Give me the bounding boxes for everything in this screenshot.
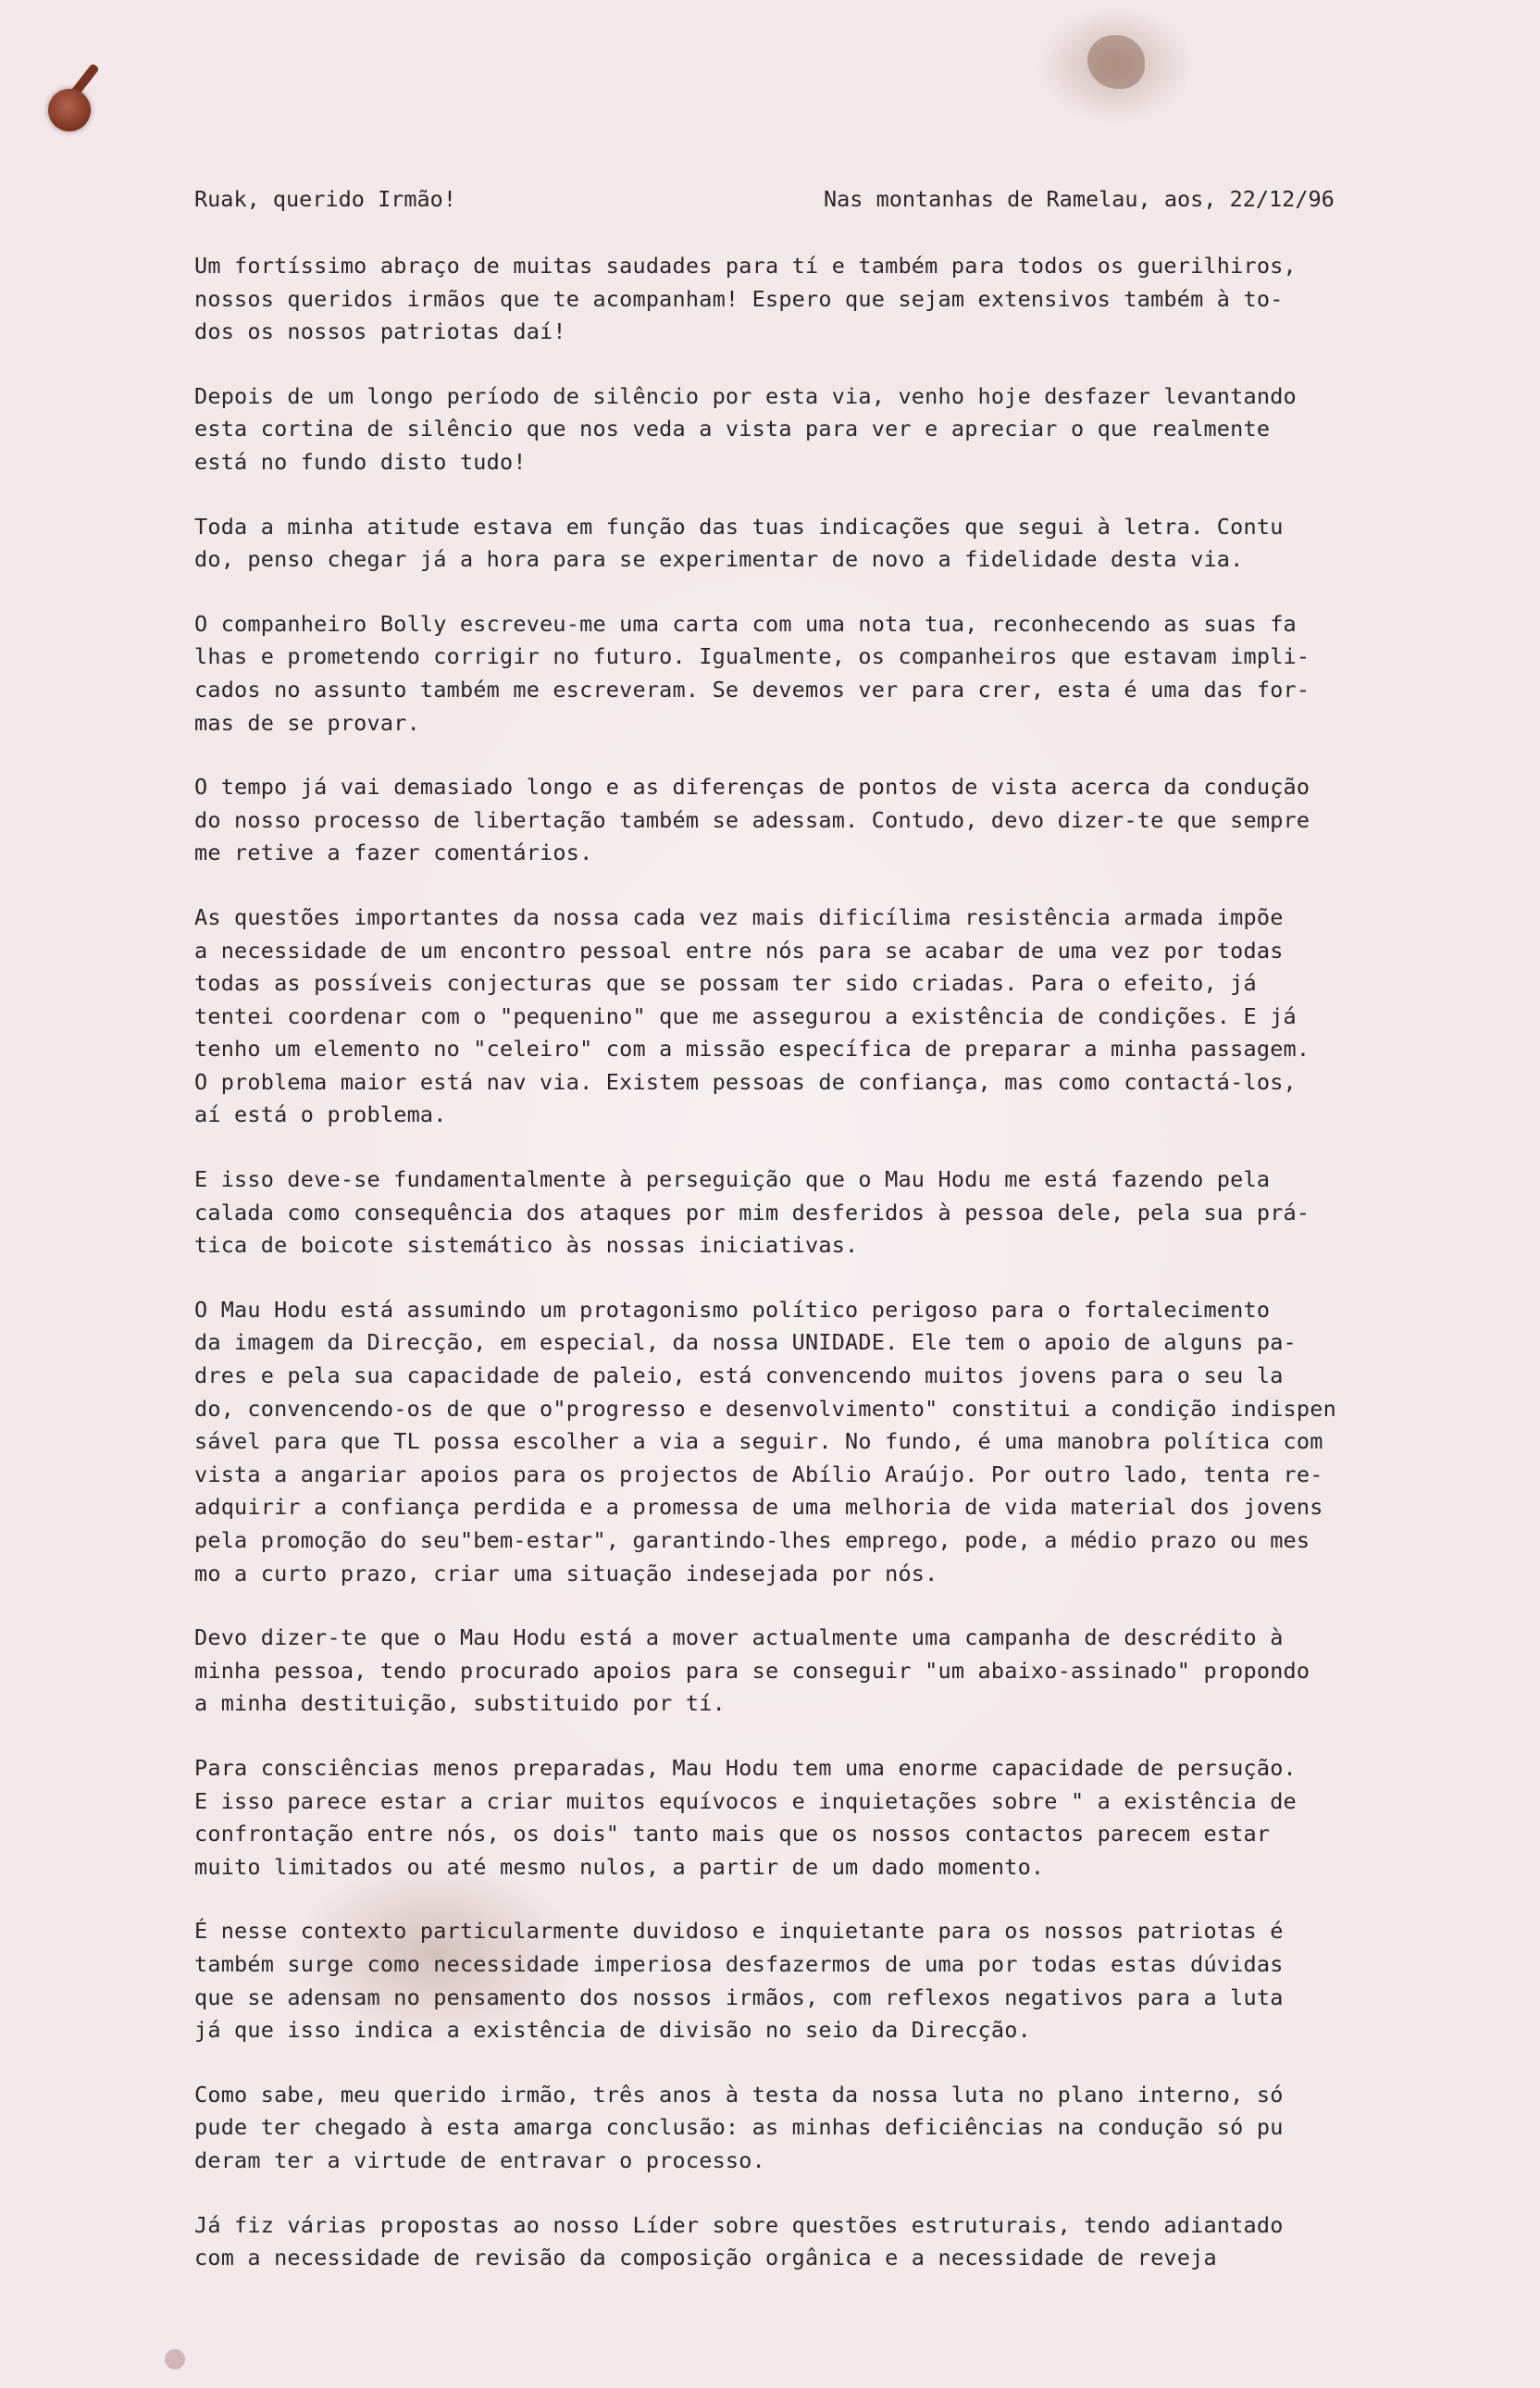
paragraph xyxy=(194,902,1490,1132)
text-line: muito limitados ou até mesmo nulos, a partir de um dado momento. xyxy=(194,1853,1045,1880)
text-line: Devo dizer-te que o Mau Hodu está a mover actualmente uma campanha de descrédito à xyxy=(194,1624,1284,1651)
paragraph xyxy=(194,1752,1490,1884)
text-line: vista a angariar apoios para os projectos de Abílio Araújo. Por outro lado, tenta re- xyxy=(194,1461,1323,1487)
text-line: Para consciências menos preparadas, Mau Hodu tem uma enorme capacidade de persução. xyxy=(194,1754,1297,1781)
salutation: Ruak, querido Irmão! xyxy=(194,186,456,212)
text-line: todas as possíveis conjecturas que se possam ter sido criadas. Para o efeito, já xyxy=(194,970,1257,997)
text-line: Já fiz várias propostas ao nosso Líder sobre questões estruturais, tendo adiantado xyxy=(194,2211,1284,2238)
text-line: dos os nossos patriotas daí! xyxy=(194,318,566,345)
text-line: a necessidade de um encontro pessoal entre nós para se acabar de uma vez por todas xyxy=(194,937,1284,964)
text-line: aí está o problema. xyxy=(194,1101,447,1128)
text-line: com a necessidade de revisão da composição orgânica e a necessidade de reveja xyxy=(194,2245,1217,2271)
text-line: Toda a minha atitude estava em função das tuas indicações que segui à letra. Contu xyxy=(194,513,1284,540)
text-line: cados no assunto também me escreveram. Se devemos ver para crer, esta é uma das for- xyxy=(194,676,1310,703)
paragraph xyxy=(194,1163,1490,1262)
letter-body xyxy=(194,250,1490,2307)
text-line: que se adensam no pensamento dos nossos irmãos, com reflexos negativos para a luta xyxy=(194,1984,1284,2010)
text-line: O companheiro Bolly escreveu-me uma carta com uma nota tua, reconhecendo as suas fa xyxy=(194,610,1297,637)
text-line: do nosso processo de libertação também se adessam. Contudo, devo dizer-te que sempre xyxy=(194,806,1310,833)
place-date: Nas montanhas de Ramelau, aos, 22/12/96 xyxy=(824,186,1335,212)
text-line: mas de se provar. xyxy=(194,709,420,736)
rust-pin-mark xyxy=(48,89,91,131)
text-line: me retive a fazer comentários. xyxy=(194,840,593,866)
text-line: pela promoção do seu"bem-estar", garantindo-lhes emprego, pode, a médio prazo ou mes xyxy=(194,1527,1310,1553)
text-line: O Mau Hodu está assumindo um protagonismo político perigoso para o fortalecimento xyxy=(194,1296,1271,1323)
text-line: a minha destituição, substituido por tí. xyxy=(194,1690,726,1717)
text-line: já que isso indica a existência de divisão no seio da Direcção. xyxy=(194,2017,1031,2044)
paragraph xyxy=(194,1915,1490,2046)
text-line: deram ter a virtude de entravar o processo. xyxy=(194,2146,765,2173)
paragraph xyxy=(194,2079,1490,2178)
text-line: adquirir a confiança perdida e a promessa de uma melhoria de vida material dos jovens xyxy=(194,1494,1323,1521)
text-line: pude ter chegado à esta amarga conclusão: as minhas deficiências na condução só pu xyxy=(194,2114,1284,2141)
text-line: nossos queridos irmãos que te acompanham! Espero que sejam extensivos também à to- xyxy=(194,285,1284,312)
text-line: do, penso chegar já a hora para se experimentar de novo a fidelidade desta via. xyxy=(194,546,1244,573)
text-line: O problema maior está nav via. Existem pessoas de confiança, mas como contactá-los, xyxy=(194,1068,1297,1095)
text-line: tentei coordenar com o "pequenino" que me assegurou a existência de condições. E já xyxy=(194,1002,1297,1029)
paragraph xyxy=(194,1294,1490,1590)
paragraph xyxy=(194,511,1490,577)
corner-mark xyxy=(165,2349,185,2369)
text-line: Depois de um longo período de silêncio por esta via, venho hoje desfazer levantando xyxy=(194,382,1297,409)
text-line: calada como consequência dos ataques por mim desferidos à pessoa dele, pela sua prá- xyxy=(194,1199,1310,1225)
text-line: tenho um elemento no "celeiro" com a missão específica de preparar a minha passagem. xyxy=(194,1036,1310,1063)
text-line: esta cortina de silêncio que nos veda a vista para ver e apreciar o que realmente xyxy=(194,416,1271,442)
text-line: lhas e prometendo corrigir no futuro. Igualmente, os companheiros que estavam impli- xyxy=(194,643,1310,670)
text-line: minha pessoa, tendo procurado apoios para se conseguir "um abaixo-assinado" propondo xyxy=(194,1657,1310,1684)
text-line: também surge como necessidade imperiosa desfazermos de uma por todas estas dúvidas xyxy=(194,1950,1284,1977)
text-line: É nesse contexto particularmente duvidoso e inquietante para os nossos patriotas é xyxy=(194,1918,1284,1945)
paragraph xyxy=(194,1622,1490,1721)
text-line: da imagem da Direcção, em especial, da nossa UNIDADE. Ele tem o apoio de alguns pa- xyxy=(194,1329,1297,1356)
paragraph xyxy=(194,771,1490,870)
text-line: As questões importantes da nossa cada vez mais dificílima resistência armada impõe xyxy=(194,903,1284,930)
ink-stain xyxy=(1087,35,1145,89)
text-line: Como sabe, meu querido irmão, três anos à testa da nossa luta no plano interno, só xyxy=(194,2081,1284,2108)
text-line: está no fundo disto tudo! xyxy=(194,448,527,475)
text-line: tica de boicote sistemático às nossas iniciativas. xyxy=(194,1232,859,1259)
text-line: E isso deve-se fundamentalmente à perseguição que o Mau Hodu me está fazendo pela xyxy=(194,1166,1271,1193)
text-line: sável para que TL possa escolher a via a seguir. No fundo, é uma manobra política com xyxy=(194,1428,1323,1455)
text-line: mo a curto prazo, criar uma situação indesejada por nós. xyxy=(194,1560,938,1586)
text-line: O tempo já vai demasiado longo e as diferenças de pontos de vista acerca da condução xyxy=(194,774,1310,801)
paragraph xyxy=(194,250,1490,349)
text-line: confrontação entre nós, os dois" tanto mais que os nossos contactos parecem estar xyxy=(194,1821,1271,1847)
paragraph xyxy=(194,2209,1490,2275)
paragraph xyxy=(194,380,1490,479)
letter-header xyxy=(194,182,1425,216)
text-line: do, convencendo-os de que o"progresso e desenvolvimento" constitui a condição indispen xyxy=(194,1395,1336,1422)
paragraph xyxy=(194,608,1490,740)
text-line: E isso parece estar a criar muitos equívocos e inquietações sobre " a existência de xyxy=(194,1787,1297,1814)
text-line: dres e pela sua capacidade de paleio, está convencendo muitos jovens para o seu la xyxy=(194,1362,1284,1389)
text-line: Um fortíssimo abraço de muitas saudades para tí e também para todos os guerilhiros, xyxy=(194,253,1297,279)
